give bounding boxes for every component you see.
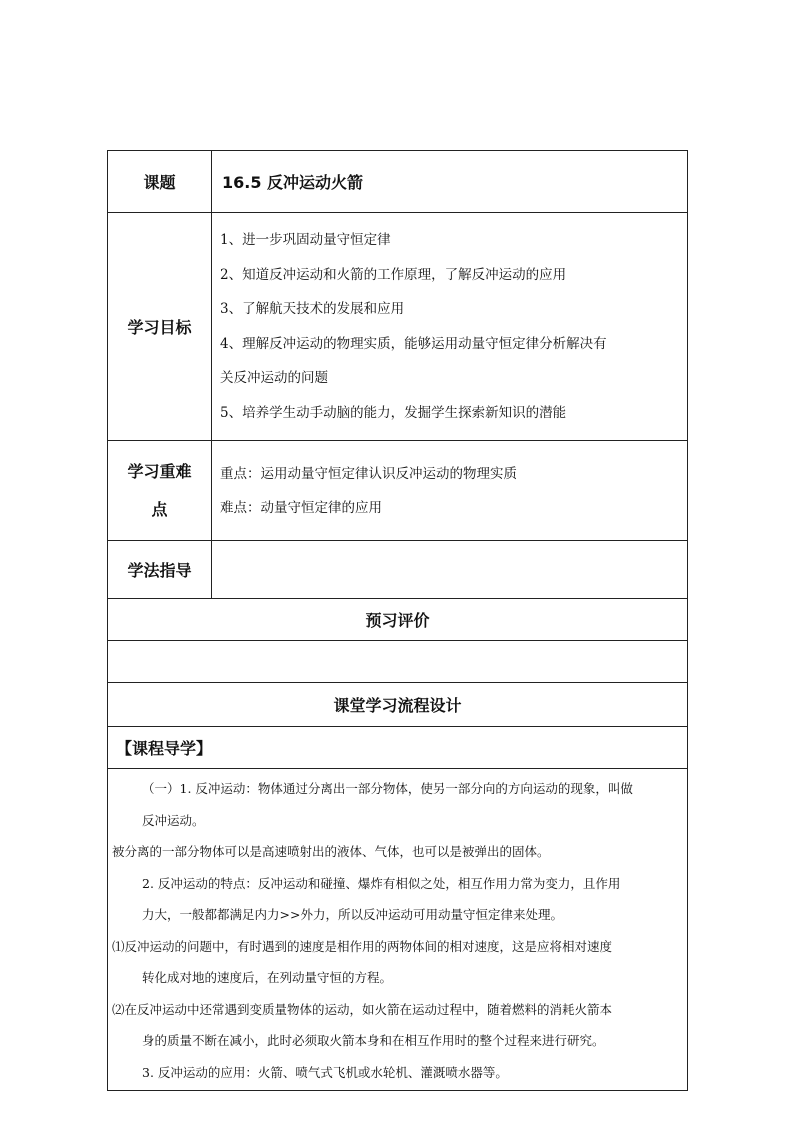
preview-body xyxy=(108,641,688,683)
key-point-line: 难点：动量守恒定律的应用 xyxy=(220,499,382,516)
guide-line: 身的质量不断在减小，此时必须取火箭本身和在相互作用时的整个过程来进行研究。 xyxy=(142,1033,605,1048)
preview-heading-row xyxy=(108,599,688,641)
flow-heading: 课堂学习流程设计 xyxy=(108,683,688,727)
guide-body xyxy=(108,769,688,1091)
guide-line: 反冲运动。 xyxy=(142,812,205,828)
objective-line: 关反冲运动的问题 xyxy=(220,370,328,386)
guide-heading-row xyxy=(108,727,688,769)
objectives-list xyxy=(212,213,688,441)
lesson-plan-table xyxy=(107,150,688,1091)
objective-line: 5、培养学生动手动脑的能力，发掘学生探索新知识的潜能 xyxy=(220,404,567,421)
key-points-list xyxy=(212,441,688,541)
method-label: 学法指导 xyxy=(108,541,212,599)
guide-line: 3. 反冲运动的应用：火箭、喷气式飞机或水轮机、灌溉喷水器等。 xyxy=(142,1064,508,1080)
key-points-label-line: 学习重难 xyxy=(127,461,192,481)
objective-line: 1、进一步巩固动量守恒定律 xyxy=(220,232,391,248)
guide-line: 力大，一般都都满足内力>>外力，所以反冲运动可用动量守恒定律来处理。 xyxy=(142,907,563,922)
guide-heading: 【课程导学】 xyxy=(108,727,688,769)
key-points-row xyxy=(108,441,688,541)
preview-heading: 预习评价 xyxy=(108,599,688,641)
method-value xyxy=(212,541,688,599)
objective-line: 4、理解反冲运动的物理实质，能够运用动量守恒定律分析解决有 xyxy=(220,335,607,352)
method-row xyxy=(108,541,688,599)
key-points-label xyxy=(108,441,212,541)
guide-line: 2. 反冲运动的特点：反冲运动和碰撞、爆炸有相似之处，相互作用力常为变力，且作用 xyxy=(142,875,621,891)
guide-line: ⑴反冲运动的问题中，有时遇到的速度是相作用的两物体间的相对速度，这是应将相对速度 xyxy=(112,938,613,954)
objective-line: 3、了解航天技术的发展和应用 xyxy=(220,301,405,317)
guide-line: 转化成对地的速度后，在列动量守恒的方程。 xyxy=(142,970,393,985)
guide-line: 被分离的一部分物体可以是高速喷射出的液体、气体，也可以是被弹出的固体。 xyxy=(112,844,550,859)
guide-line: （一）1. 反冲运动：物体通过分离出一部分物体，使另一部分向的方向运动的现象，叫做 xyxy=(142,781,633,796)
guide-line: ⑵在反冲运动中还常遇到变质量物体的运动，如火箭在运动过程中，随着燃料的消耗火箭本 xyxy=(112,1001,613,1017)
preview-body-row xyxy=(108,641,688,683)
objectives-label: 学习目标 xyxy=(108,213,212,441)
guide-body-row xyxy=(108,769,688,1091)
topic-label: 课题 xyxy=(108,151,212,213)
objectives-row xyxy=(108,213,688,441)
key-points-label-line: 点 xyxy=(151,499,168,519)
key-point-line: 重点：运用动量守恒定律认识反冲运动的物理实质 xyxy=(220,465,517,482)
topic-value: 16.5 反冲运动火箭 xyxy=(212,151,688,213)
lesson-plan-sheet xyxy=(107,150,687,1091)
objective-line: 2、知道反冲运动和火箭的工作原理，了解反冲运动的应用 xyxy=(220,266,567,283)
flow-heading-row xyxy=(108,683,688,727)
topic-row xyxy=(108,151,688,213)
